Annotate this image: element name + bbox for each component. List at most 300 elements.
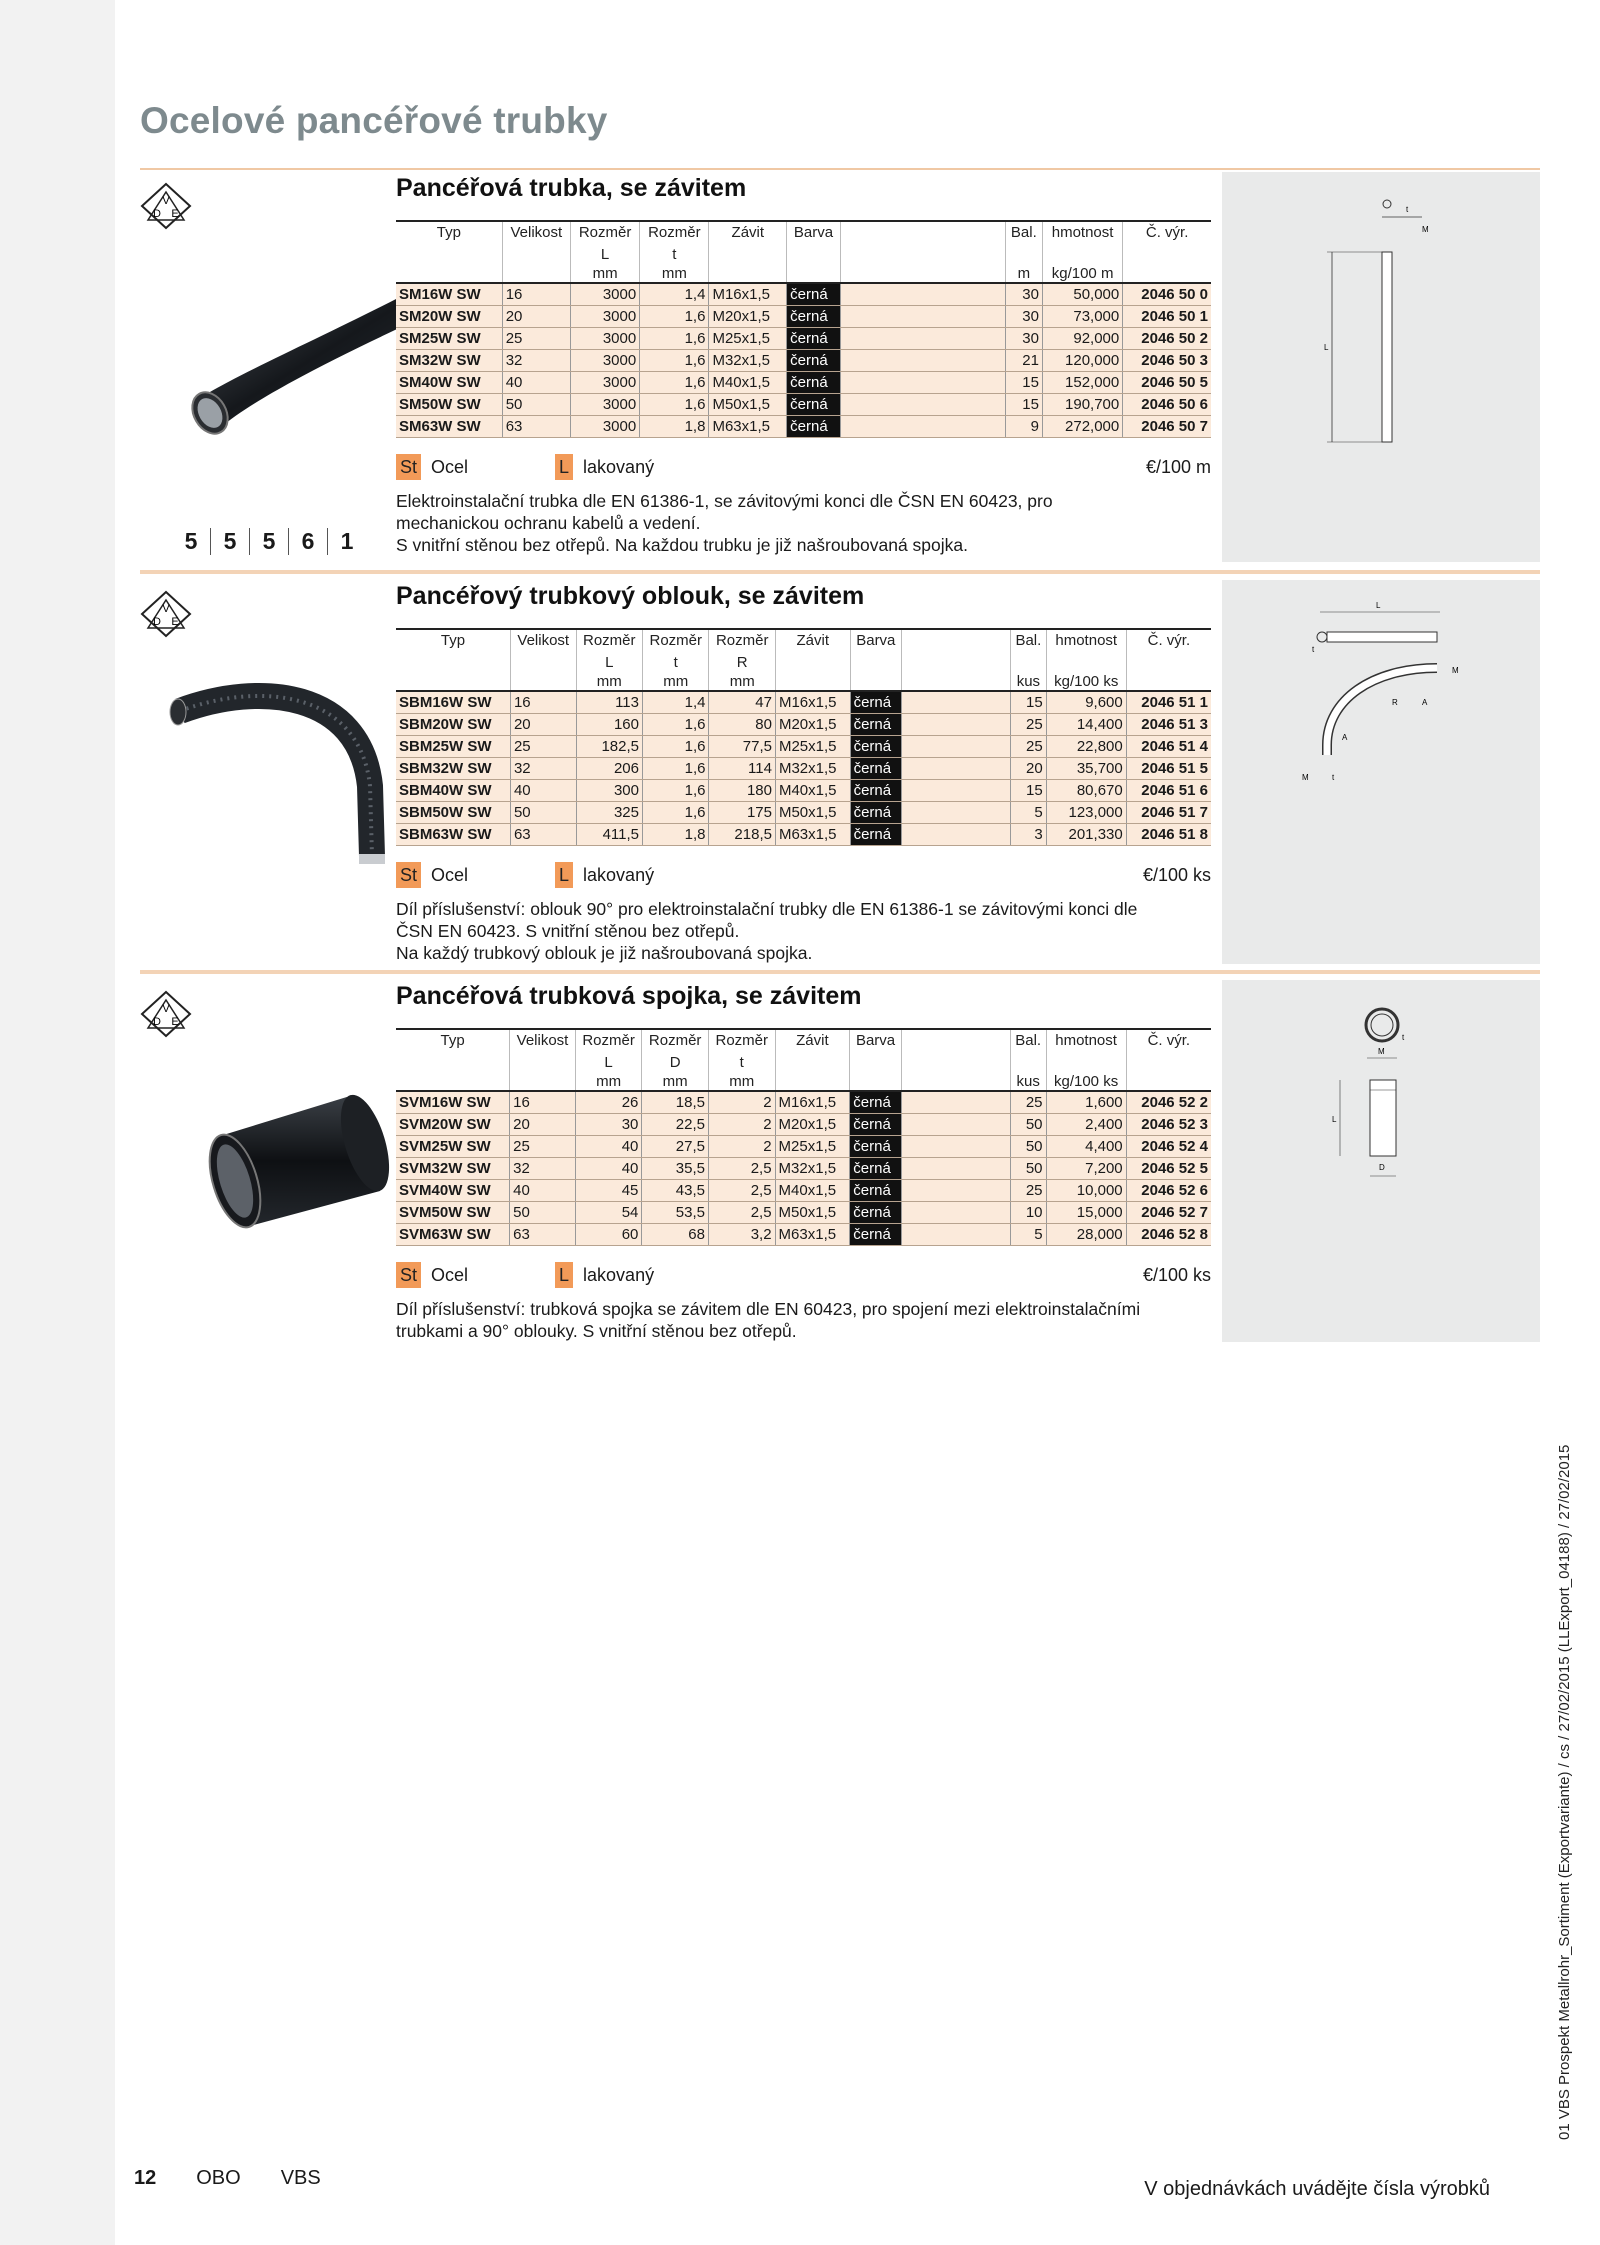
table-cell: SVM20W SW — [396, 1114, 510, 1136]
column-header — [850, 1074, 902, 1091]
table-cell: černá — [787, 328, 841, 350]
table-cell — [901, 1114, 1010, 1136]
column-header — [1011, 652, 1047, 674]
table-cell: 50,000 — [1042, 283, 1122, 306]
price-unit: €/100 m — [1145, 457, 1211, 477]
table-cell: SM20W SW — [396, 306, 502, 328]
column-header: L — [575, 1052, 642, 1074]
table-cell: 2046 52 4 — [1126, 1136, 1211, 1158]
table-cell: 30 — [1005, 328, 1042, 350]
table-cell: černá — [787, 350, 841, 372]
table-cell: 63 — [510, 824, 576, 846]
table-cell: 40 — [575, 1136, 642, 1158]
column-header — [850, 652, 901, 674]
table-cell — [901, 1180, 1010, 1202]
table-row — [396, 306, 1211, 328]
table-cell: 2,5 — [708, 1158, 775, 1180]
table-cell: 25 — [1010, 1180, 1046, 1202]
table-row — [396, 780, 1211, 802]
table-cell: M25x1,5 — [775, 1136, 850, 1158]
spec-table — [396, 628, 1211, 846]
table-cell: M32x1,5 — [775, 758, 850, 780]
table-row — [396, 372, 1211, 394]
column-header — [1126, 1074, 1211, 1091]
section-title: Pancéřový trubkový oblouk, se závitem — [396, 582, 865, 610]
column-header: Rozměr — [709, 629, 775, 652]
material-line — [396, 453, 1211, 481]
table-cell: M32x1,5 — [709, 350, 787, 372]
vde-letter-d: D — [153, 616, 161, 628]
diagram-label: A — [1422, 698, 1428, 707]
vde-mark-icon — [140, 182, 192, 230]
material-label: Ocel — [431, 457, 469, 477]
table-row — [396, 416, 1211, 438]
table-cell: 3000 — [570, 350, 639, 372]
left-margin-band — [0, 0, 115, 2245]
section-armored-coupling — [140, 976, 1540, 1346]
column-header: mm — [709, 674, 775, 691]
table-row — [396, 824, 1211, 846]
column-header: kg/100 m — [1042, 266, 1122, 283]
column-header — [510, 1052, 576, 1074]
footer-left — [134, 2167, 361, 2190]
column-header: Barva — [850, 629, 901, 652]
column-header: t — [643, 652, 709, 674]
table-cell: 2046 52 2 — [1126, 1091, 1211, 1114]
description-line: Na každý trubkový oblouk je již našroubovaná spojka. — [396, 943, 813, 963]
table-cell: SVM63W SW — [396, 1224, 510, 1246]
column-header: hmotnost — [1046, 629, 1126, 652]
table-cell: 30 — [1005, 306, 1042, 328]
table-cell: 22,800 — [1046, 736, 1126, 758]
column-header — [510, 652, 576, 674]
vde-letter-e: E — [171, 208, 179, 220]
column-header: Č. výr. — [1123, 221, 1211, 244]
table-cell: 1,6 — [643, 780, 709, 802]
table-cell — [902, 802, 1011, 824]
table-cell: 1,8 — [643, 824, 709, 846]
vde-mark-icon — [140, 590, 192, 638]
column-header: L — [570, 244, 639, 266]
table-cell: černá — [787, 283, 841, 306]
table-cell — [840, 394, 1005, 416]
table-cell: 3000 — [570, 328, 639, 350]
table-cell: 16 — [510, 1091, 576, 1114]
table-cell: 272,000 — [1042, 416, 1122, 438]
table-cell: 77,5 — [709, 736, 775, 758]
table-cell: 190,700 — [1042, 394, 1122, 416]
column-header — [1126, 652, 1211, 674]
table-cell: 3000 — [570, 283, 639, 306]
column-header: L — [576, 652, 642, 674]
footer-note: V objednávkách uvádějte čísla výrobků — [1144, 2178, 1490, 2200]
footer-line: VBS — [280, 2167, 321, 2189]
column-header: hmotnost — [1042, 221, 1122, 244]
table-cell: 50 — [1010, 1136, 1046, 1158]
table-cell: 25 — [502, 328, 570, 350]
table-cell: 123,000 — [1046, 802, 1126, 824]
column-header — [850, 674, 901, 691]
column-header — [1123, 266, 1211, 283]
table-cell: 47 — [709, 691, 775, 714]
table-cell: M40x1,5 — [775, 1180, 850, 1202]
table-cell: 50 — [1010, 1158, 1046, 1180]
table-cell: SVM25W SW — [396, 1136, 510, 1158]
table-cell — [902, 780, 1011, 802]
table-cell: 2046 52 7 — [1126, 1202, 1211, 1224]
table-cell: 22,5 — [642, 1114, 709, 1136]
table-cell: 2046 52 3 — [1126, 1114, 1211, 1136]
table-cell: 2046 51 8 — [1126, 824, 1211, 846]
column-header: Rozměr — [576, 629, 642, 652]
column-header: Bal. — [1010, 1029, 1046, 1052]
table-cell: 73,000 — [1042, 306, 1122, 328]
diagram-label: R — [1392, 698, 1398, 707]
table-cell: M16x1,5 — [775, 1091, 850, 1114]
table-cell: 45 — [575, 1180, 642, 1202]
column-header: mm — [640, 266, 709, 283]
column-header: mm — [642, 1074, 709, 1091]
column-header: m — [1005, 266, 1042, 283]
description-line: ČSN EN 60423. S vnitřní stěnou bez otřepů. — [396, 921, 740, 941]
table-cell: 3000 — [570, 394, 639, 416]
table-cell — [901, 1224, 1010, 1246]
column-header — [1005, 244, 1042, 266]
table-cell: SVM50W SW — [396, 1202, 510, 1224]
finish-label: lakovaný — [583, 865, 655, 885]
vde-letter-v: V — [162, 195, 170, 207]
table-cell: 30 — [1005, 283, 1042, 306]
page-number: 12 — [134, 2167, 157, 2189]
table-row — [396, 1091, 1211, 1114]
table-cell: 1,6 — [640, 350, 709, 372]
column-header — [396, 674, 510, 691]
dimension-drawing-bend — [1222, 580, 1540, 964]
description — [396, 490, 1211, 556]
diagram-label: t — [1406, 205, 1409, 214]
table-cell: 3000 — [570, 416, 639, 438]
table-cell: černá — [850, 824, 901, 846]
table-cell: 1,6 — [640, 306, 709, 328]
table-row — [396, 736, 1211, 758]
column-header: Rozměr — [642, 1029, 709, 1052]
table-cell: 32 — [510, 1158, 576, 1180]
table-cell — [840, 283, 1005, 306]
table-cell: 114 — [709, 758, 775, 780]
footer-brand: OBO — [196, 2167, 241, 2189]
table-cell: M25x1,5 — [775, 736, 850, 758]
table-row — [396, 350, 1211, 372]
column-header: Rozměr — [640, 221, 709, 244]
column-header: D — [642, 1052, 709, 1074]
finish-badge: L — [555, 1262, 573, 1288]
column-header: mm — [570, 266, 639, 283]
description-line: S vnitřní stěnou bez otřepů. Na každou trubku je již našroubovaná spojka. — [396, 535, 969, 555]
table-cell — [901, 1158, 1010, 1180]
table-cell: černá — [850, 758, 901, 780]
table-cell: 15 — [1011, 780, 1047, 802]
table-cell: 2,400 — [1046, 1114, 1126, 1136]
table-cell — [902, 824, 1011, 846]
column-header — [396, 266, 502, 283]
table-cell: 50 — [510, 1202, 576, 1224]
code-digit: 5 — [250, 528, 289, 555]
table-cell — [901, 1136, 1010, 1158]
table-cell: 2046 50 1 — [1123, 306, 1211, 328]
table-cell: 2046 51 1 — [1126, 691, 1211, 714]
table-cell: 10 — [1010, 1202, 1046, 1224]
code-digit: 1 — [340, 528, 354, 554]
column-header: hmotnost — [1046, 1029, 1126, 1052]
material-badge: St — [396, 862, 421, 888]
table-cell: černá — [850, 802, 901, 824]
table-cell: M63x1,5 — [775, 824, 850, 846]
table-cell: 1,4 — [640, 283, 709, 306]
table-cell: 1,4 — [643, 691, 709, 714]
section-title: Pancéřová trubka, se závitem — [396, 174, 747, 202]
table-cell: 3000 — [570, 306, 639, 328]
column-header — [902, 674, 1011, 691]
column-header — [775, 674, 850, 691]
table-cell: 1,600 — [1046, 1091, 1126, 1114]
column-header — [901, 1052, 1010, 1074]
table-cell: SBM32W SW — [396, 758, 510, 780]
table-cell: 180 — [709, 780, 775, 802]
table-row — [396, 691, 1211, 714]
table-row — [396, 1202, 1211, 1224]
table-cell: 182,5 — [576, 736, 642, 758]
diagram-label: t — [1332, 773, 1335, 782]
table-cell: černá — [787, 306, 841, 328]
table-cell: 25 — [1010, 1091, 1046, 1114]
table-cell: 21 — [1005, 350, 1042, 372]
table-row — [396, 1224, 1211, 1246]
table-cell: SM25W SW — [396, 328, 502, 350]
table-cell: SM16W SW — [396, 283, 502, 306]
table-cell: 300 — [576, 780, 642, 802]
diagram-label: L — [1324, 343, 1329, 352]
armored-pipe-photo — [160, 278, 410, 458]
table-cell: 40 — [510, 780, 576, 802]
vde-letter-e: E — [171, 1016, 179, 1028]
table-cell: 32 — [510, 758, 576, 780]
vde-letter-v: V — [162, 603, 170, 615]
table-cell: 14,400 — [1046, 714, 1126, 736]
table-cell: 80,670 — [1046, 780, 1126, 802]
table-cell: 20 — [1011, 758, 1047, 780]
column-header: Rozměr — [570, 221, 639, 244]
table-cell: 15 — [1005, 394, 1042, 416]
finish-badge: L — [555, 454, 573, 480]
column-header — [840, 266, 1005, 283]
column-header: mm — [576, 674, 642, 691]
column-header: Barva — [850, 1029, 902, 1052]
column-header — [709, 266, 787, 283]
column-header: mm — [643, 674, 709, 691]
table-cell: 1,6 — [640, 328, 709, 350]
column-header — [902, 652, 1011, 674]
table-cell: 2,5 — [708, 1202, 775, 1224]
table-cell: 16 — [510, 691, 576, 714]
column-header: Č. výr. — [1126, 629, 1211, 652]
finish-label: lakovaný — [583, 1265, 655, 1285]
table-cell: 35,700 — [1046, 758, 1126, 780]
table-row — [396, 758, 1211, 780]
table-cell: černá — [850, 691, 901, 714]
material-line — [396, 1261, 1211, 1289]
diagram-label: L — [1332, 1115, 1337, 1124]
column-header: kus — [1011, 674, 1047, 691]
table-cell: černá — [850, 1180, 902, 1202]
column-header — [396, 1074, 510, 1091]
column-header: Rozměr — [575, 1029, 642, 1052]
table-cell — [902, 758, 1011, 780]
table-cell: 43,5 — [642, 1180, 709, 1202]
column-header: Typ — [396, 221, 502, 244]
finish-label: lakovaný — [583, 457, 655, 477]
code-digit: 5 — [172, 528, 211, 555]
table-cell: 2046 50 6 — [1123, 394, 1211, 416]
material-line — [396, 861, 1211, 889]
dimension-drawing-pipe — [1222, 172, 1540, 562]
table-cell: 2046 52 8 — [1126, 1224, 1211, 1246]
table-row — [396, 1180, 1211, 1202]
table-cell: 9 — [1005, 416, 1042, 438]
column-header: Velikost — [510, 1029, 576, 1052]
table-cell: SVM40W SW — [396, 1180, 510, 1202]
table-cell: 35,5 — [642, 1158, 709, 1180]
table-cell: 3 — [1011, 824, 1047, 846]
column-header — [840, 244, 1005, 266]
column-header: Rozměr — [708, 1029, 775, 1052]
table-cell: SBM20W SW — [396, 714, 510, 736]
table-cell: 1,6 — [643, 802, 709, 824]
table-cell: černá — [850, 780, 901, 802]
table-cell: 54 — [575, 1202, 642, 1224]
table-cell — [901, 1202, 1010, 1224]
table-row — [396, 1114, 1211, 1136]
table-cell: černá — [787, 372, 841, 394]
dimension-drawing-coupling — [1222, 980, 1540, 1342]
section-separator — [140, 970, 1540, 974]
armored-bend-photo — [160, 676, 410, 876]
table-cell: 20 — [502, 306, 570, 328]
table-cell: 175 — [709, 802, 775, 824]
table-cell: 50 — [502, 394, 570, 416]
table-cell — [840, 350, 1005, 372]
table-cell: 113 — [576, 691, 642, 714]
code-digit: 5 — [211, 528, 250, 555]
column-header — [510, 674, 576, 691]
armored-coupling-photo — [160, 1076, 410, 1236]
spec-table — [396, 220, 1211, 438]
table-cell: 1,6 — [640, 372, 709, 394]
column-header: t — [640, 244, 709, 266]
column-header — [502, 266, 570, 283]
column-header: Č. výr. — [1126, 1029, 1211, 1052]
table-cell: SM63W SW — [396, 416, 502, 438]
price-unit: €/100 ks — [1142, 1265, 1211, 1285]
table-cell — [902, 691, 1011, 714]
table-row — [396, 1158, 1211, 1180]
table-cell: 60 — [575, 1224, 642, 1246]
table-cell: 40 — [575, 1158, 642, 1180]
table-cell: černá — [850, 1136, 902, 1158]
table-cell: 40 — [510, 1180, 576, 1202]
column-header — [775, 1052, 850, 1074]
table-cell — [840, 306, 1005, 328]
table-cell: 2046 52 5 — [1126, 1158, 1211, 1180]
table-cell — [840, 328, 1005, 350]
table-cell: 2046 52 6 — [1126, 1180, 1211, 1202]
description — [396, 1298, 1211, 1342]
table-cell: černá — [850, 736, 901, 758]
code-digit: 6 — [289, 528, 328, 555]
diagram-label: t — [1402, 1033, 1405, 1042]
table-cell: SVM16W SW — [396, 1091, 510, 1114]
column-header: Závit — [775, 629, 850, 652]
column-header — [775, 1074, 850, 1091]
description-line: Elektroinstalační trubka dle EN 61386-1, se závitovými konci dle ČSN EN 60423, pro — [396, 491, 1053, 511]
material-badge: St — [396, 454, 421, 480]
description-line: trubkami a 90° oblouky. S vnitřní stěnou bez otřepů. — [396, 1321, 797, 1341]
material-label: Ocel — [431, 1265, 469, 1285]
column-header: Závit — [775, 1029, 850, 1052]
column-header — [840, 221, 1005, 244]
vde-letter-v: V — [162, 1003, 170, 1015]
column-header: Velikost — [510, 629, 576, 652]
table-cell: 3000 — [570, 372, 639, 394]
table-cell: 50 — [1010, 1114, 1046, 1136]
column-header: Barva — [787, 221, 841, 244]
vde-letter-d: D — [153, 1016, 161, 1028]
column-header: Rozměr — [643, 629, 709, 652]
table-cell: 68 — [642, 1224, 709, 1246]
table-cell: M40x1,5 — [709, 372, 787, 394]
table-cell: M16x1,5 — [775, 691, 850, 714]
column-header — [1046, 652, 1126, 674]
table-cell: 1,6 — [643, 758, 709, 780]
table-row — [396, 328, 1211, 350]
table-cell: M40x1,5 — [775, 780, 850, 802]
table-row — [396, 283, 1211, 306]
table-cell: 9,600 — [1046, 691, 1126, 714]
column-header — [775, 652, 850, 674]
table-cell: SBM63W SW — [396, 824, 510, 846]
column-header: mm — [575, 1074, 642, 1091]
table-row — [396, 1136, 1211, 1158]
table-cell: 15 — [1005, 372, 1042, 394]
table-cell: 2046 51 4 — [1126, 736, 1211, 758]
section-separator — [140, 570, 1540, 574]
column-header — [1046, 1052, 1126, 1074]
column-header — [502, 244, 570, 266]
table-cell: 30 — [575, 1114, 642, 1136]
table-cell: SVM32W SW — [396, 1158, 510, 1180]
table-cell: 411,5 — [576, 824, 642, 846]
diagram-label: M — [1302, 773, 1309, 782]
table-cell: SBM40W SW — [396, 780, 510, 802]
table-cell — [901, 1091, 1010, 1114]
description-line: mechanickou ochranu kabelů a vedení. — [396, 513, 701, 533]
table-cell: 206 — [576, 758, 642, 780]
table-cell: SBM25W SW — [396, 736, 510, 758]
vde-mark-icon — [140, 990, 192, 1038]
column-header: Závit — [709, 221, 787, 244]
table-row — [396, 394, 1211, 416]
column-header — [850, 1052, 902, 1074]
table-cell: 92,000 — [1042, 328, 1122, 350]
